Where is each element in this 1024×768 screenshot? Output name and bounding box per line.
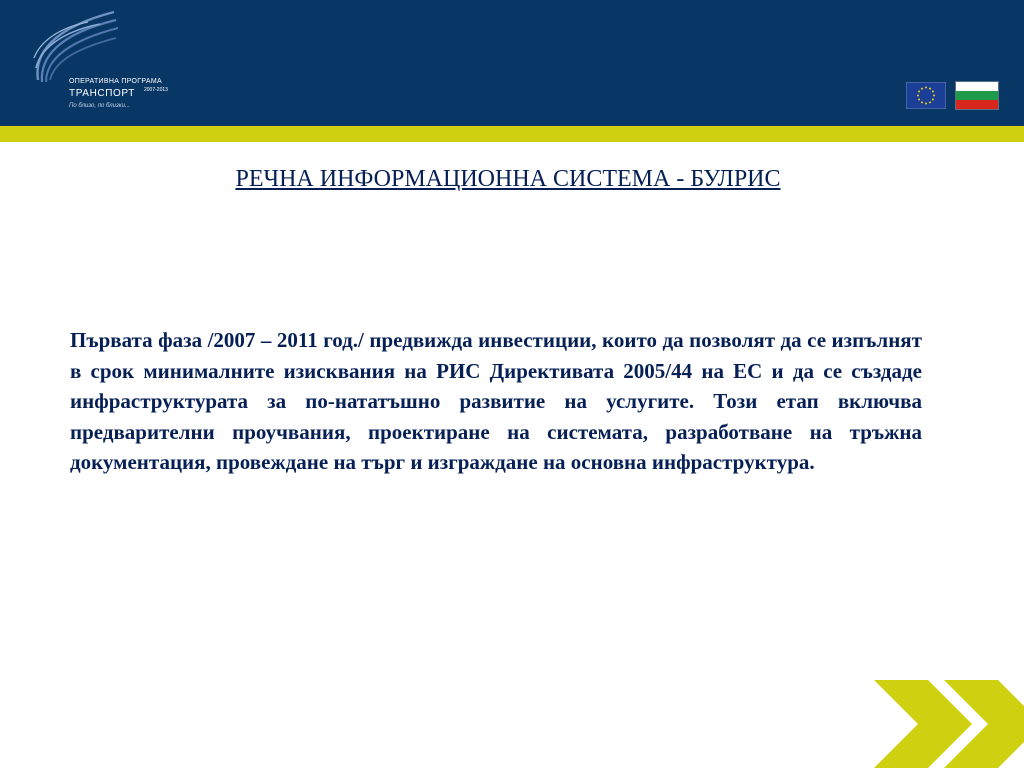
- logo-tagline: По близо, по близки...: [69, 103, 130, 109]
- logo-name: ТРАНСПОРТ: [69, 88, 135, 99]
- eu-flag-icon: [906, 82, 946, 109]
- logo-years: 2007-2013: [144, 87, 168, 93]
- header-bar: [0, 0, 1024, 126]
- slide-title: РЕЧНА ИНФОРМАЦИОННА СИСТЕМА - БУЛРИС: [235, 166, 781, 192]
- slide-body-text: Първата фаза /2007 – 2011 год./ предвижда инвестиции, които да позволят да се изпълнят в срок минималните изисквания на РИС Директивата 2005/44 на ЕС и да се създаде инфраструктурата за по-нататъшно развитие на услугите. Този етап включва предварителни проучвания, проектиране на системата, разработване на тръжна документация, провеждане на търг и изграждане на основна инфраструктура.: [70, 328, 922, 474]
- bulgaria-flag-icon: [956, 82, 998, 109]
- double-chevron-right-icon: [872, 680, 1024, 768]
- logo-program-label: ОПЕРАТИВНА ПРОГРАМА: [69, 78, 162, 85]
- program-logo-icon: [30, 10, 122, 84]
- accent-stripe: [0, 126, 1024, 142]
